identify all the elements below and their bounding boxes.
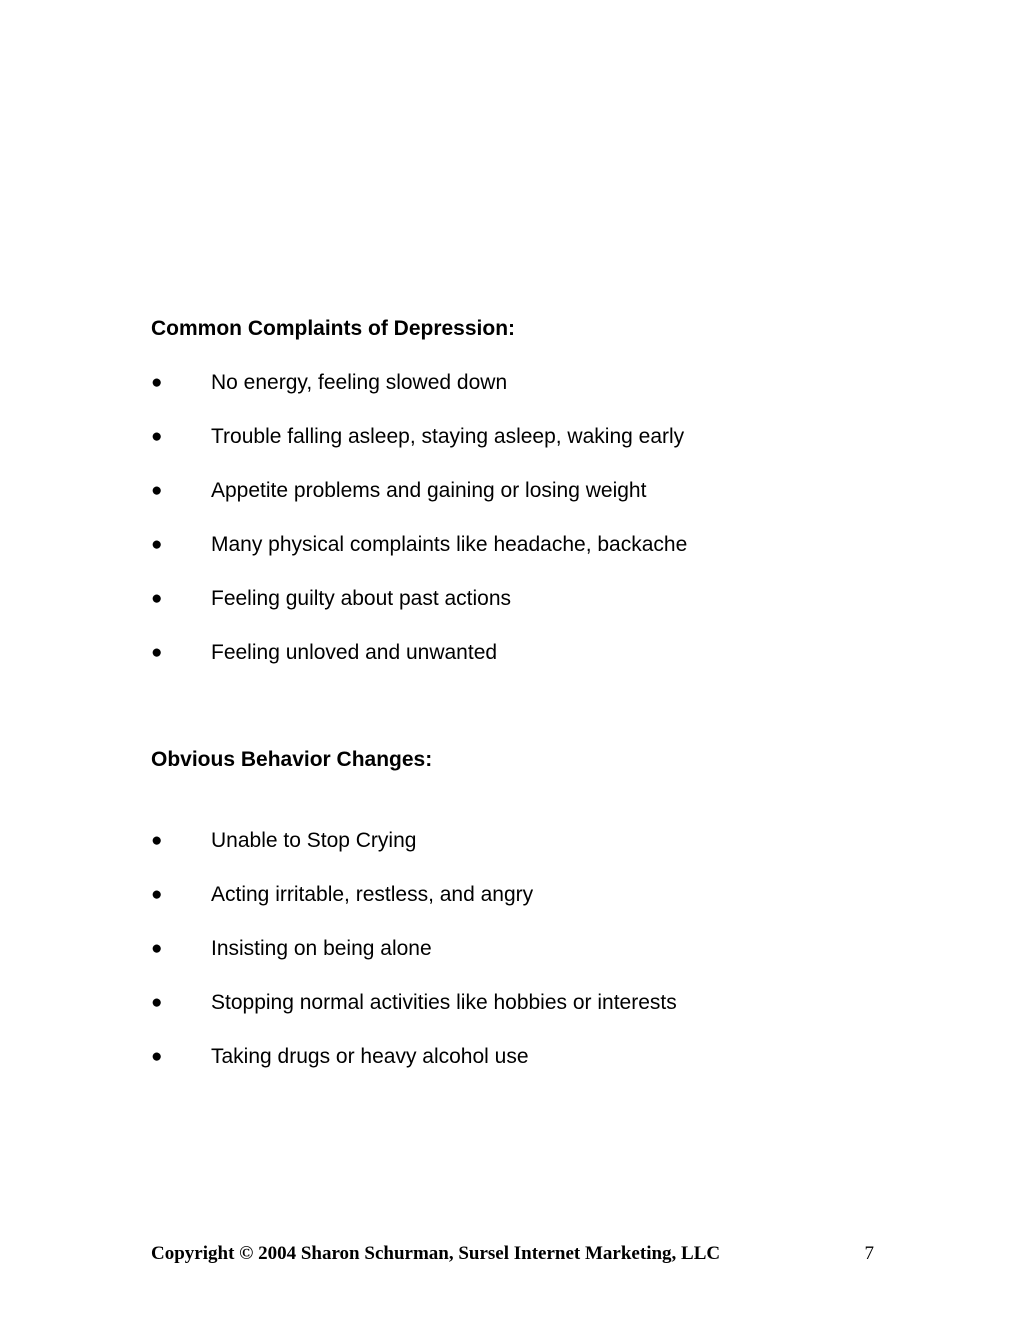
list-item-text: Unable to Stop Crying <box>211 829 417 852</box>
list-item-text: Feeling guilty about past actions <box>211 587 512 610</box>
list-item-text: Trouble falling asleep, staying asleep, waking early <box>211 425 685 448</box>
section-heading-behavior-changes: Obvious Behavior Changes: <box>151 748 433 771</box>
copyright-notice: Copyright © 2004 Sharon Schurman, Sursel Internet Marketing, LLC <box>151 1243 721 1264</box>
bullet-icon: ● <box>151 642 163 663</box>
list-item-text: Many physical complaints like headache, backache <box>211 533 688 556</box>
section-heading-common-complaints: Common Complaints of Depression: <box>151 317 516 340</box>
list-item-text: Taking drugs or heavy alcohol use <box>211 1045 529 1068</box>
list-item-text: Feeling unloved and unwanted <box>211 641 498 664</box>
page-number: 7 <box>864 1243 874 1264</box>
bullet-icon: ● <box>151 938 163 959</box>
bullet-icon: ● <box>151 426 163 447</box>
bullet-icon: ● <box>151 830 163 851</box>
list-item-text: Insisting on being alone <box>211 937 432 960</box>
bullet-icon: ● <box>151 588 163 609</box>
list-item-text: No energy, feeling slowed down <box>211 371 508 394</box>
bullet-icon: ● <box>151 1046 163 1067</box>
list-item-text: Appetite problems and gaining or losing weight <box>211 479 647 502</box>
bullet-icon: ● <box>151 372 163 393</box>
page-footer <box>151 1242 874 1266</box>
bullet-icon: ● <box>151 534 163 555</box>
list-item-text: Stopping normal activities like hobbies or interests <box>211 991 677 1014</box>
list-item-text: Acting irritable, restless, and angry <box>211 883 534 906</box>
bullet-icon: ● <box>151 992 163 1013</box>
bullet-icon: ● <box>151 480 163 501</box>
bullet-icon: ● <box>151 884 163 905</box>
